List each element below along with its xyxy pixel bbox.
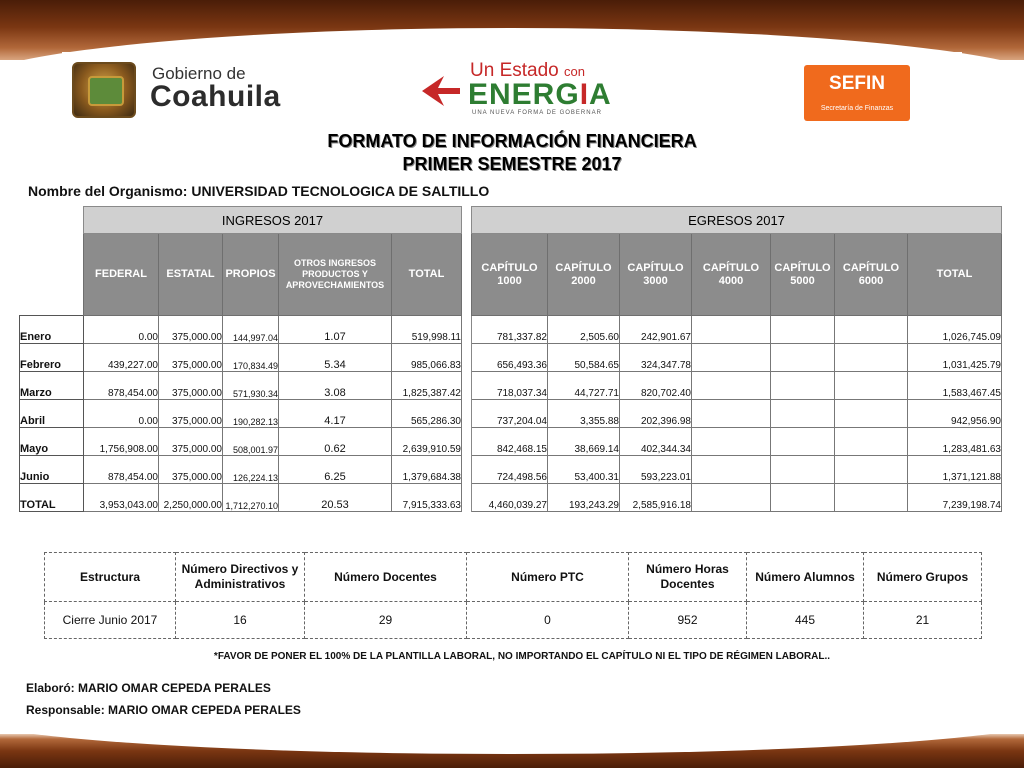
est-header-grupos: Número Grupos bbox=[864, 553, 982, 602]
egresos-header: EGRESOS 2017 bbox=[472, 207, 1002, 234]
est-header-horas-docentes: Número Horas Docentes bbox=[629, 553, 747, 602]
cell-c2000: 193,243.29 bbox=[548, 484, 620, 512]
logo-energia-top: Un Estado con bbox=[470, 60, 585, 81]
row-label: Marzo bbox=[20, 372, 84, 400]
cell-estatal: 375,000.00 bbox=[159, 456, 223, 484]
estado-energia-logo bbox=[422, 58, 642, 118]
sefin-subtitle: Secretaría de Finanzas bbox=[820, 105, 894, 112]
cell-c1000: 737,204.04 bbox=[472, 400, 548, 428]
cell-c6000 bbox=[835, 344, 908, 372]
cell-c3000: 324,347.78 bbox=[620, 344, 692, 372]
cell-c6000 bbox=[835, 484, 908, 512]
cell-estatal: 375,000.00 bbox=[159, 400, 223, 428]
cell-propios: 571,930.34 bbox=[223, 372, 279, 400]
gobierno-coahuila-logo bbox=[72, 60, 312, 118]
cell-federal: 0.00 bbox=[84, 400, 159, 428]
cell-c3000: 2,585,916.18 bbox=[620, 484, 692, 512]
est-header-ptc: Número PTC bbox=[467, 553, 629, 602]
col-total-ingresos: TOTAL bbox=[392, 234, 462, 316]
cell-federal: 3,953,043.00 bbox=[84, 484, 159, 512]
est-cell-alumnos: 445 bbox=[747, 602, 864, 639]
cell-c4000 bbox=[692, 456, 771, 484]
table-row bbox=[20, 484, 1002, 512]
cell-otros: 5.34 bbox=[279, 344, 392, 372]
cell-otros: 1.07 bbox=[279, 316, 392, 344]
column-gap bbox=[462, 400, 472, 428]
cell-c2000: 50,584.65 bbox=[548, 344, 620, 372]
row-label: Mayo bbox=[20, 428, 84, 456]
cell-c3000: 402,344.34 bbox=[620, 428, 692, 456]
cell-federal: 878,454.00 bbox=[84, 372, 159, 400]
cell-c4000 bbox=[692, 344, 771, 372]
energia-arrow-icon bbox=[422, 76, 460, 106]
cell-total_egr: 1,031,425.79 bbox=[908, 344, 1002, 372]
document-title-line2: PRIMER SEMESTRE 2017 bbox=[402, 154, 622, 174]
row-label: Junio bbox=[20, 456, 84, 484]
cell-c5000 bbox=[771, 484, 835, 512]
cell-estatal: 375,000.00 bbox=[159, 344, 223, 372]
table-row bbox=[20, 456, 1002, 484]
cell-total_egr: 942,956.90 bbox=[908, 400, 1002, 428]
cell-total_ing: 565,286.30 bbox=[392, 400, 462, 428]
document-title-line1: FORMATO DE INFORMACIÓN FINANCIERA bbox=[327, 131, 697, 151]
cell-total_egr: 1,583,467.45 bbox=[908, 372, 1002, 400]
logo-coahuila-line1: Gobierno de bbox=[152, 64, 246, 83]
cell-c6000 bbox=[835, 400, 908, 428]
est-header-estructura: Estructura bbox=[45, 553, 176, 602]
logo-coahuila-line2: Coahuila bbox=[150, 80, 281, 113]
plantilla-note: *FAVOR DE PONER EL 100% DE LA PLANTILLA LABORAL, NO IMPORTANDO EL CAPÍTULO NI EL TIPO DE RÉGIMEN LABORAL.. bbox=[213, 651, 831, 662]
col-capitulo-5000: CAPÍTULO 5000 bbox=[771, 234, 835, 316]
cell-c4000 bbox=[692, 400, 771, 428]
cell-propios: 170,834.49 bbox=[223, 344, 279, 372]
col-estatal: ESTATAL bbox=[159, 234, 223, 316]
cell-estatal: 375,000.00 bbox=[159, 428, 223, 456]
column-gap bbox=[462, 484, 472, 512]
est-cell-directivos: 16 bbox=[176, 602, 305, 639]
column-gap bbox=[462, 428, 472, 456]
table-row bbox=[20, 400, 1002, 428]
row-label: Enero bbox=[20, 316, 84, 344]
col-capitulo-2000: CAPÍTULO 2000 bbox=[548, 234, 620, 316]
cell-otros: 3.08 bbox=[279, 372, 392, 400]
cell-otros: 6.25 bbox=[279, 456, 392, 484]
est-header-alumnos: Número Alumnos bbox=[747, 553, 864, 602]
cell-c2000: 44,727.71 bbox=[548, 372, 620, 400]
col-capitulo-4000: CAPÍTULO 4000 bbox=[692, 234, 771, 316]
cell-c1000: 724,498.56 bbox=[472, 456, 548, 484]
logo-energia-main: ENERGIA bbox=[468, 78, 612, 111]
cell-c6000 bbox=[835, 428, 908, 456]
cell-federal: 0.00 bbox=[84, 316, 159, 344]
col-capitulo-3000: CAPÍTULO 3000 bbox=[620, 234, 692, 316]
cell-c5000 bbox=[771, 372, 835, 400]
row-label: Abril bbox=[20, 400, 84, 428]
cell-c6000 bbox=[835, 316, 908, 344]
cell-total_ing: 7,915,333.63 bbox=[392, 484, 462, 512]
cell-c6000 bbox=[835, 372, 908, 400]
col-otros-ingresos: OTROS INGRESOS PRODUCTOS Y APROVECHAMIENTOS bbox=[279, 234, 392, 316]
est-cell-estructura: Cierre Junio 2017 bbox=[45, 602, 176, 639]
cell-propios: 1,712,270.10 bbox=[223, 484, 279, 512]
cell-total_ing: 519,998.11 bbox=[392, 316, 462, 344]
cell-total_ing: 1,379,684.38 bbox=[392, 456, 462, 484]
col-capitulo-1000: CAPÍTULO 1000 bbox=[472, 234, 548, 316]
est-header-docentes: Número Docentes bbox=[305, 553, 467, 602]
logo-energia-sub: UNA NUEVA FORMA DE GOBERNAR bbox=[472, 110, 602, 116]
cell-estatal: 375,000.00 bbox=[159, 372, 223, 400]
cell-c2000: 2,505.60 bbox=[548, 316, 620, 344]
column-gap bbox=[462, 456, 472, 484]
cell-total_egr: 1,026,745.09 bbox=[908, 316, 1002, 344]
table-row bbox=[20, 428, 1002, 456]
col-federal: FEDERAL bbox=[84, 234, 159, 316]
column-gap bbox=[462, 316, 472, 344]
cell-otros: 20.53 bbox=[279, 484, 392, 512]
cell-c1000: 656,493.36 bbox=[472, 344, 548, 372]
cell-c1000: 842,468.15 bbox=[472, 428, 548, 456]
table-row bbox=[20, 344, 1002, 372]
cell-total_egr: 7,239,198.74 bbox=[908, 484, 1002, 512]
elaboro-line: Elaboró: MARIO OMAR CEPEDA PERALES bbox=[26, 681, 271, 695]
cell-propios: 126,224.13 bbox=[223, 456, 279, 484]
row-label: TOTAL bbox=[20, 484, 84, 512]
cell-c5000 bbox=[771, 344, 835, 372]
column-gap bbox=[462, 344, 472, 372]
cell-c1000: 718,037.34 bbox=[472, 372, 548, 400]
table-row bbox=[20, 316, 1002, 344]
cell-c4000 bbox=[692, 428, 771, 456]
est-cell-grupos: 21 bbox=[864, 602, 982, 639]
cell-c6000 bbox=[835, 456, 908, 484]
cell-c5000 bbox=[771, 400, 835, 428]
cell-c4000 bbox=[692, 484, 771, 512]
column-gap bbox=[462, 372, 472, 400]
cell-propios: 508,001.97 bbox=[223, 428, 279, 456]
cell-estatal: 375,000.00 bbox=[159, 316, 223, 344]
estructura-table bbox=[44, 552, 982, 639]
cell-c2000: 38,669.14 bbox=[548, 428, 620, 456]
cell-propios: 190,282.13 bbox=[223, 400, 279, 428]
coahuila-seal-icon bbox=[72, 62, 136, 118]
organismo-name: Nombre del Organismo: UNIVERSIDAD TECNOLOGICA DE SALTILLO bbox=[28, 183, 490, 199]
est-cell-ptc: 0 bbox=[467, 602, 629, 639]
cell-c3000: 242,901.67 bbox=[620, 316, 692, 344]
cell-estatal: 2,250,000.00 bbox=[159, 484, 223, 512]
cell-total_egr: 1,371,121.88 bbox=[908, 456, 1002, 484]
logo-bar bbox=[62, 52, 962, 124]
cell-c3000: 593,223.01 bbox=[620, 456, 692, 484]
sefin-title: SEFIN bbox=[829, 73, 885, 94]
col-total-egresos: TOTAL bbox=[908, 234, 1002, 316]
cell-c1000: 781,337.82 bbox=[472, 316, 548, 344]
cell-federal: 1,756,908.00 bbox=[84, 428, 159, 456]
cell-otros: 4.17 bbox=[279, 400, 392, 428]
ingresos-header: INGRESOS 2017 bbox=[84, 207, 462, 234]
sefin-logo bbox=[804, 65, 910, 121]
cell-total_egr: 1,283,481.63 bbox=[908, 428, 1002, 456]
cell-c2000: 53,400.31 bbox=[548, 456, 620, 484]
cell-c2000: 3,355.88 bbox=[548, 400, 620, 428]
cell-otros: 0.62 bbox=[279, 428, 392, 456]
cell-c5000 bbox=[771, 316, 835, 344]
col-capitulo-6000: CAPÍTULO 6000 bbox=[835, 234, 908, 316]
cell-c3000: 820,702.40 bbox=[620, 372, 692, 400]
cell-c4000 bbox=[692, 372, 771, 400]
est-header-directivos: Número Directivos y Administrativos bbox=[176, 553, 305, 602]
table-row bbox=[20, 372, 1002, 400]
cell-total_ing: 1,825,387.42 bbox=[392, 372, 462, 400]
cell-c3000: 202,396.98 bbox=[620, 400, 692, 428]
col-propios: PROPIOS bbox=[223, 234, 279, 316]
cell-total_ing: 2,639,910.59 bbox=[392, 428, 462, 456]
cell-federal: 439,227.00 bbox=[84, 344, 159, 372]
cell-propios: 144,997.04 bbox=[223, 316, 279, 344]
est-cell-horas-docentes: 952 bbox=[629, 602, 747, 639]
cell-c1000: 4,460,039.27 bbox=[472, 484, 548, 512]
cell-c5000 bbox=[771, 428, 835, 456]
financial-table bbox=[19, 206, 1002, 512]
cell-c4000 bbox=[692, 316, 771, 344]
cell-federal: 878,454.00 bbox=[84, 456, 159, 484]
cell-total_ing: 985,066.83 bbox=[392, 344, 462, 372]
cell-c5000 bbox=[771, 456, 835, 484]
responsable-line: Responsable: MARIO OMAR CEPEDA PERALES bbox=[26, 703, 301, 717]
row-label: Febrero bbox=[20, 344, 84, 372]
est-cell-docentes: 29 bbox=[305, 602, 467, 639]
